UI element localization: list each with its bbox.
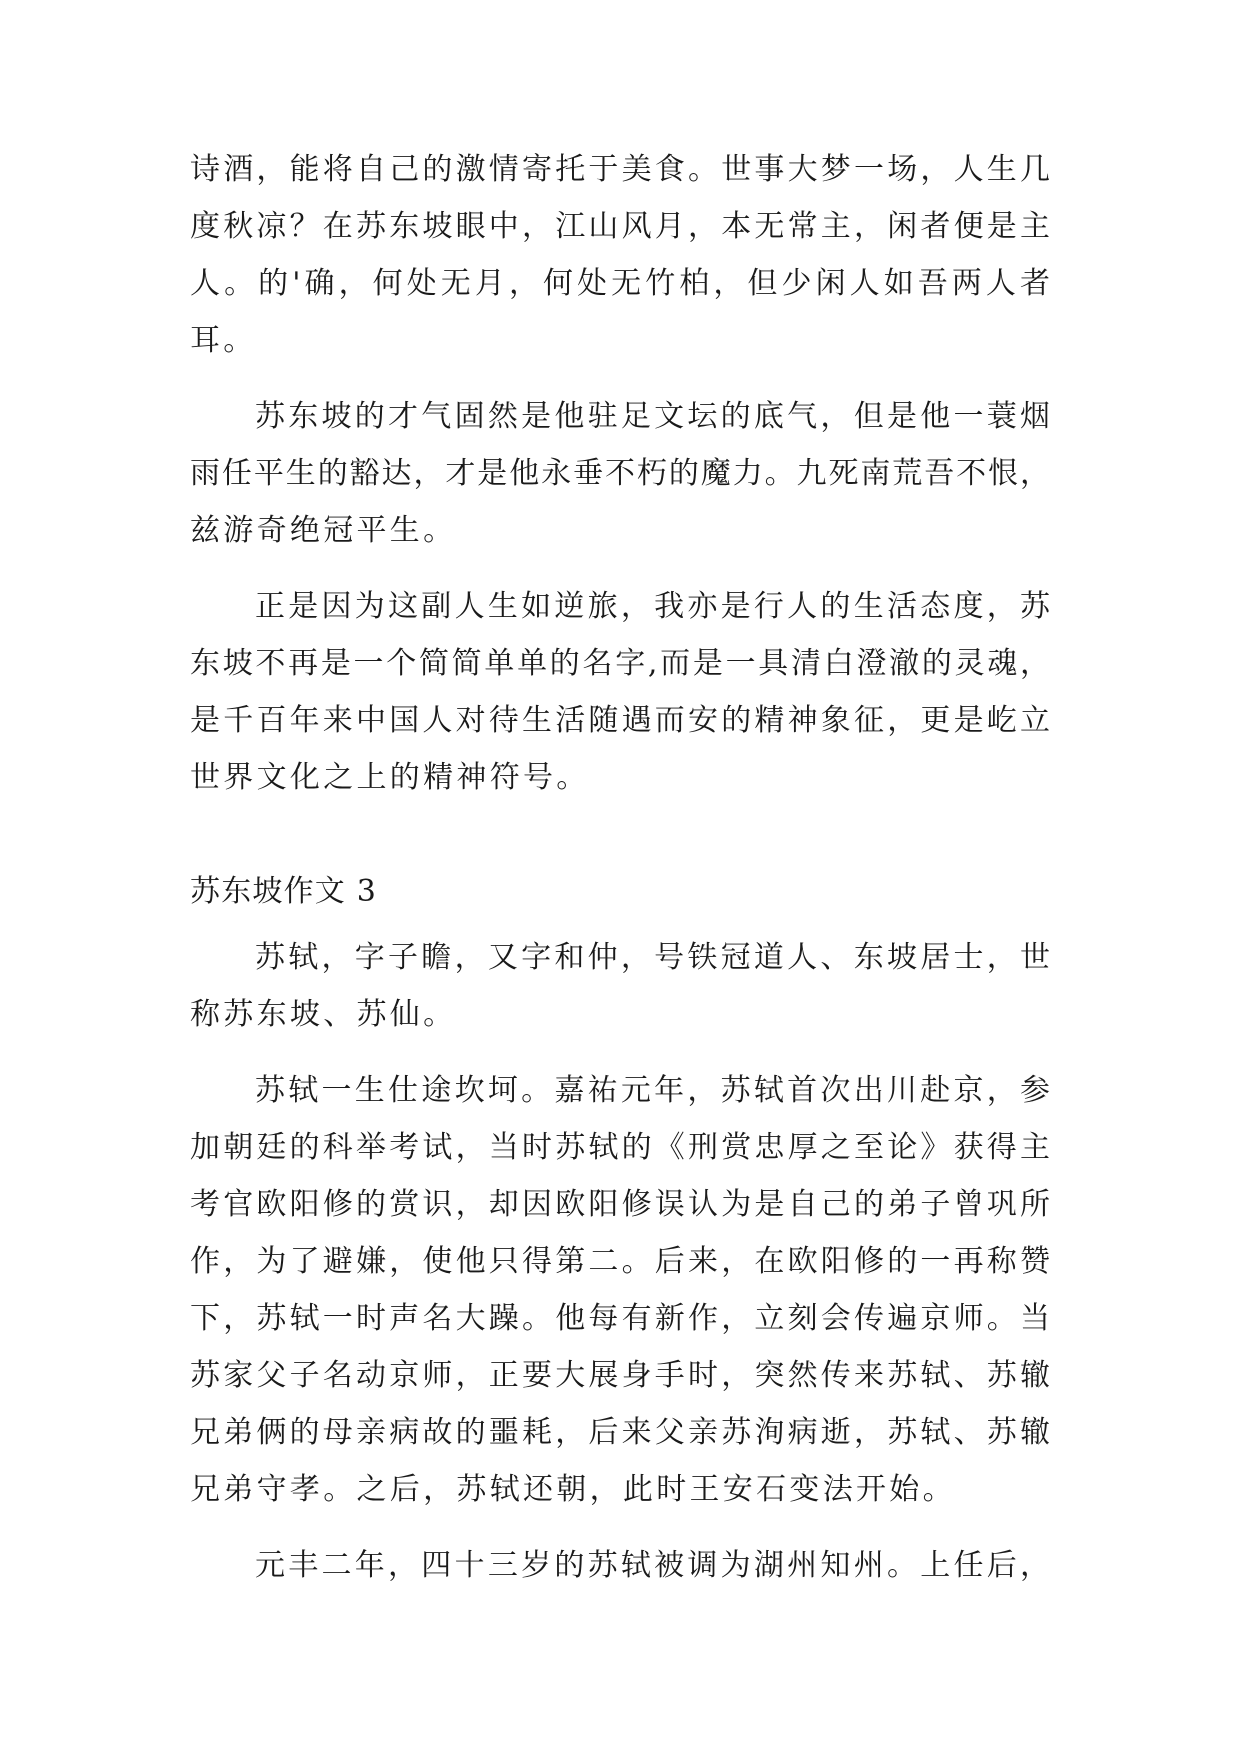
paragraph-line: 世界文化之上的精神符号。 bbox=[190, 760, 590, 795]
paragraph-line: 正是因为这副人生如逆旅，我亦是行人的生活态度，苏 bbox=[255, 589, 1050, 624]
paragraph-line: 人。的'确，何处无月，何处无竹柏，但少闲人如吾两人者 bbox=[190, 266, 1050, 301]
paragraph-line: 苏东坡的才气固然是他驻足文坛的底气，但是他一蓑烟 bbox=[255, 399, 1050, 434]
paragraph-line: 兹游奇绝冠平生。 bbox=[190, 513, 457, 548]
paragraph-line: 作，为了避嫌，使他只得第二。后来，在欧阳修的一再称赞 bbox=[190, 1244, 1050, 1279]
paragraph-line: 是千百年来中国人对待生活随遇而安的精神象征，更是屹立 bbox=[190, 703, 1050, 738]
paragraph-line: 苏轼，字子瞻，又字和仲，号铁冠道人、东坡居士，世 bbox=[255, 940, 1050, 975]
paragraph-line: 兄弟守孝。之后，苏轼还朝，此时王安石变法开始。 bbox=[190, 1472, 956, 1507]
paragraph-line: 下，苏轼一时声名大躁。他每有新作，立刻会传遍京师。当 bbox=[190, 1301, 1050, 1336]
paragraph-line: 苏家父子名动京师，正要大展身手时，突然传来苏轼、苏辙 bbox=[190, 1358, 1050, 1393]
paragraph-line: 兄弟俩的母亲病故的噩耗，后来父亲苏洵病逝，苏轼、苏辙 bbox=[190, 1415, 1050, 1450]
paragraph-line: 考官欧阳修的赏识，却因欧阳修误认为是自己的弟子曾巩所 bbox=[190, 1187, 1050, 1222]
paragraph-line: 东坡不再是一个简简单单的名字,而是一具清白澄澈的灵魂， bbox=[190, 646, 1050, 681]
paragraph-line: 加朝廷的科举考试，当时苏轼的《刑赏忠厚之至论》获得主 bbox=[190, 1130, 1050, 1165]
paragraph-line: 度秋凉？在苏东坡眼中，江山风月，本无常主，闲者便是主 bbox=[190, 209, 1050, 244]
section-heading: 苏东坡作文 3 bbox=[190, 874, 378, 909]
paragraph-line: 称苏东坡、苏仙。 bbox=[190, 997, 457, 1032]
paragraph-line: 元丰二年，四十三岁的苏轼被调为湖州知州。上任后， bbox=[255, 1548, 1050, 1583]
paragraph-line: 耳。 bbox=[190, 323, 257, 358]
paragraph-line: 雨任平生的豁达，才是他永垂不朽的魔力。九死南荒吾不恨， bbox=[190, 456, 1050, 491]
paragraph-line: 诗酒，能将自己的激情寄托于美食。世事大梦一场，人生几 bbox=[190, 152, 1050, 187]
paragraph-line: 苏轼一生仕途坎坷。嘉祐元年，苏轼首次出川赴京，参 bbox=[255, 1073, 1050, 1108]
